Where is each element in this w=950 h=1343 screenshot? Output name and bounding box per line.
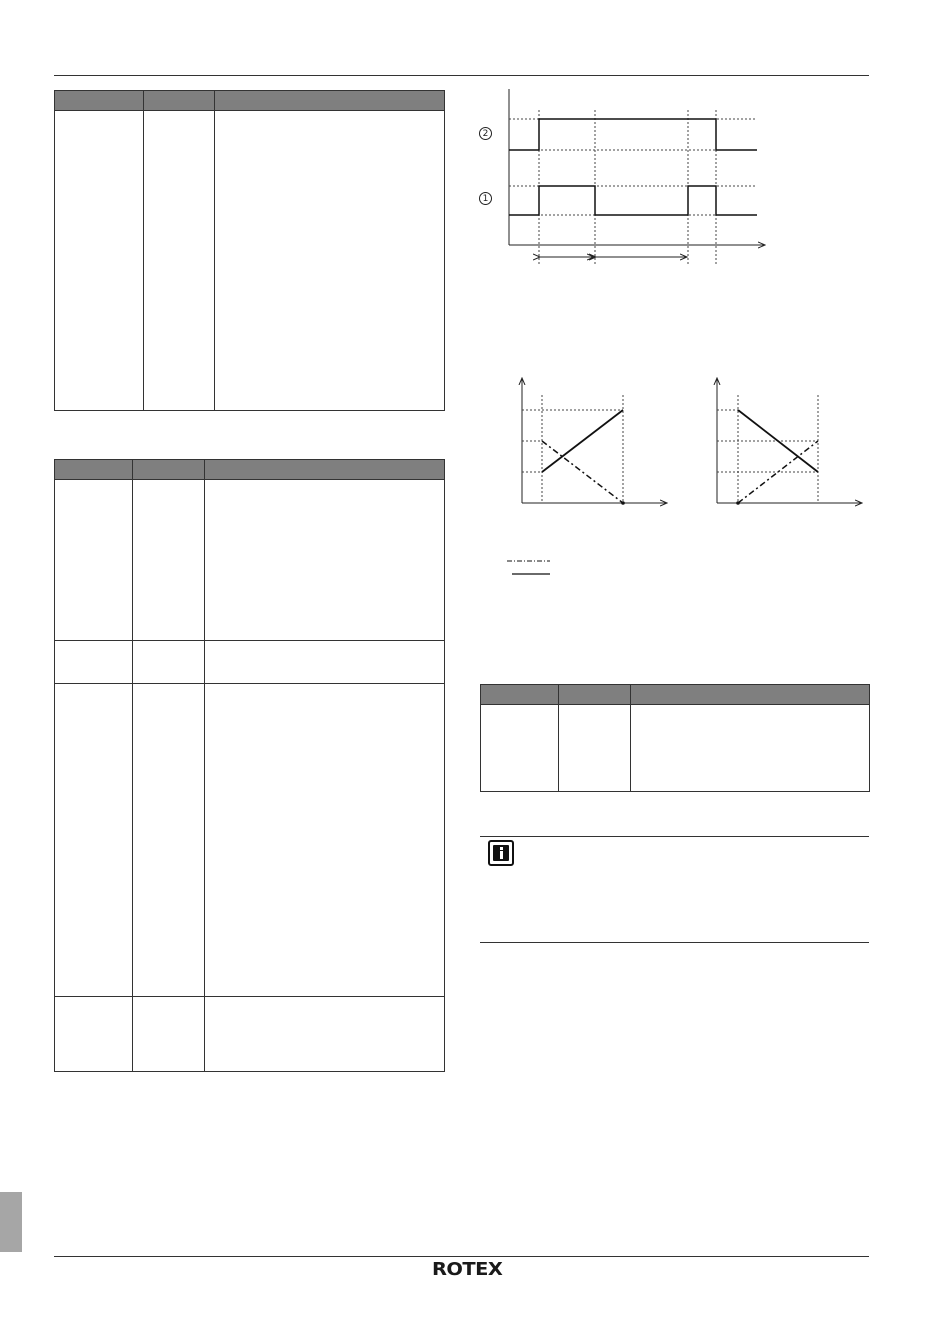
table-row [55, 684, 445, 997]
table-header-row [481, 685, 870, 705]
table-row [55, 641, 445, 684]
chart-legend [0, 0, 950, 600]
table-row [481, 705, 870, 792]
note-top-rule [480, 836, 869, 837]
marker-1: 1 [479, 192, 492, 205]
marker-2: 2 [479, 127, 492, 140]
info-icon [488, 840, 514, 866]
note-bottom-rule [480, 942, 869, 943]
parameter-table-3 [480, 684, 870, 792]
footer-rule [54, 1256, 869, 1257]
side-tab [0, 1192, 22, 1252]
table-row [55, 997, 445, 1072]
rotex-logo: ROTEX [432, 1259, 503, 1280]
